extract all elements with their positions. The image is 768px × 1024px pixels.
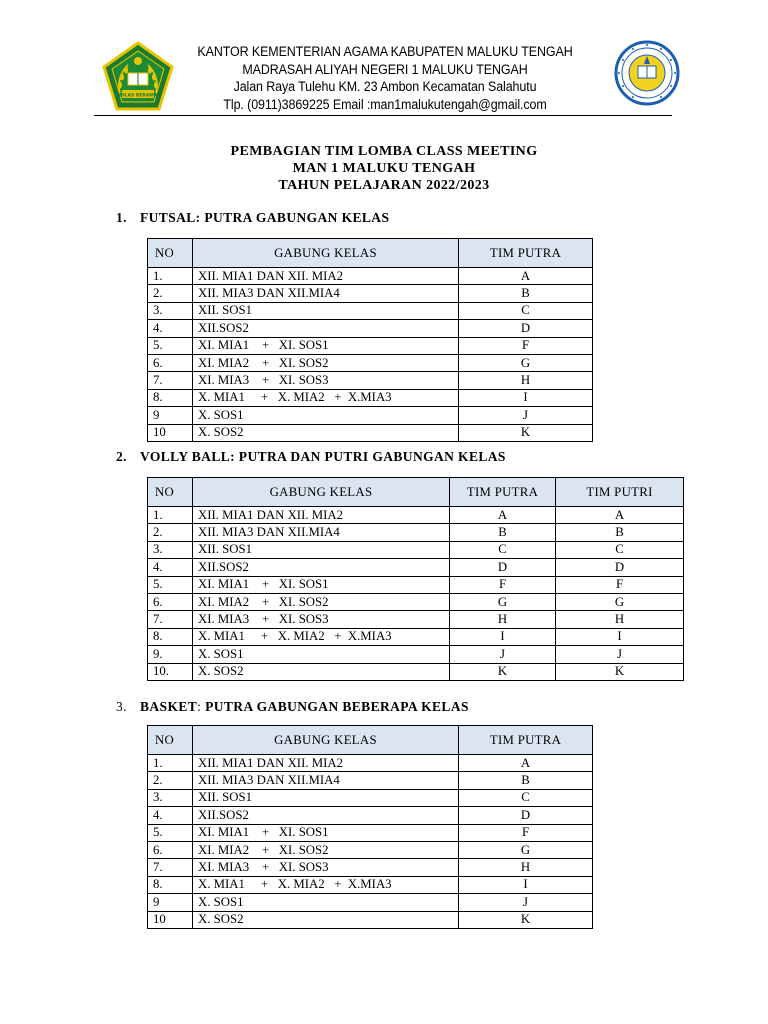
row-number-cell: 7. <box>148 372 193 389</box>
table-row <box>148 755 593 772</box>
class-combination-text: X. SOS1 <box>198 894 244 909</box>
team-cell: I <box>459 389 593 406</box>
table-row <box>148 268 593 285</box>
team-cell: B <box>556 524 684 541</box>
table-row <box>148 337 593 354</box>
table-row <box>148 541 684 558</box>
row-number-cell: 9 <box>148 894 193 911</box>
class-combination-text: XI. MIA3 + XI. SOS3 <box>198 860 329 875</box>
class-combination-cell <box>193 789 459 806</box>
class-combination-text: XI. MIA3 + XI. SOS3 <box>198 612 329 627</box>
class-combination-cell <box>193 755 459 772</box>
table-row <box>148 807 593 824</box>
class-combination-cell <box>193 559 450 576</box>
madrasah-seal-icon <box>614 40 680 106</box>
row-number-cell: 8. <box>148 628 193 645</box>
logo-motto-text: IKHLAS BERAMAL <box>115 93 161 99</box>
column-header: TIM PUTRA <box>459 239 593 268</box>
row-number-cell: 10. <box>148 663 193 680</box>
title-line-1: PEMBAGIAN TIM LOMBA CLASS MEETING <box>230 144 538 159</box>
table-row <box>148 559 684 576</box>
class-combination-text: XII. MIA1 DAN XII. MIA2 <box>198 507 344 522</box>
row-number-cell: 2. <box>148 285 193 302</box>
table-row <box>148 772 593 789</box>
team-cell: I <box>556 628 684 645</box>
table-row <box>148 424 593 441</box>
team-cell: A <box>450 507 556 524</box>
table-row <box>148 302 593 319</box>
class-combination-text: XI. MIA1 + XI. SOS1 <box>198 338 329 353</box>
team-cell: C <box>450 541 556 558</box>
team-cell: F <box>450 576 556 593</box>
class-combination-cell <box>193 841 459 858</box>
class-combination-text: XII.SOS2 <box>198 320 249 335</box>
class-combination-text: XII. MIA1 DAN XII. MIA2 <box>198 755 344 770</box>
class-combination-text: XII. MIA3 DAN XII.MIA4 <box>198 286 340 301</box>
class-combination-text: XI. MIA2 + XI. SOS2 <box>198 594 329 609</box>
row-number-cell: 5. <box>148 576 193 593</box>
column-header: GABUNG KELAS <box>193 239 459 268</box>
class-combination-cell <box>193 646 450 663</box>
team-cell: K <box>459 424 593 441</box>
table-row <box>148 824 593 841</box>
team-cell: G <box>450 593 556 610</box>
class-combination-text: XII.SOS2 <box>198 807 249 822</box>
row-number-cell: 1. <box>148 507 193 524</box>
class-combination-cell <box>193 593 450 610</box>
table-row <box>148 593 684 610</box>
team-cell: F <box>459 824 593 841</box>
class-combination-text: X. SOS2 <box>198 912 244 927</box>
team-cell: H <box>450 611 556 628</box>
row-number-cell: 7. <box>148 611 193 628</box>
column-header: NO <box>148 726 193 755</box>
class-combination-text: X. SOS1 <box>198 646 244 661</box>
section-title: FUTSAL: PUTRA GABUNGAN KELAS <box>140 210 390 225</box>
class-combination-text: XI. MIA2 + XI. SOS2 <box>198 842 329 857</box>
team-cell: D <box>459 807 593 824</box>
row-number-cell: 4. <box>148 559 193 576</box>
class-combination-text: XII. SOS1 <box>198 542 253 557</box>
class-combination-cell <box>193 285 459 302</box>
column-header: GABUNG KELAS <box>193 726 459 755</box>
table-row <box>148 611 684 628</box>
row-number-cell: 5. <box>148 824 193 841</box>
class-combination-cell <box>193 424 459 441</box>
team-cell: C <box>459 789 593 806</box>
team-cell: J <box>459 407 593 424</box>
section-heading-futsal <box>116 210 389 226</box>
team-cell: B <box>459 772 593 789</box>
class-combination-text: XII.SOS2 <box>198 559 249 574</box>
basket-table <box>147 725 593 929</box>
section-title-separator: : <box>197 699 206 714</box>
section-heading-basket <box>116 699 469 715</box>
class-combination-cell <box>193 663 450 680</box>
futsal-table <box>147 238 593 442</box>
class-combination-text: XI. MIA1 + XI. SOS1 <box>198 825 329 840</box>
table-row <box>148 646 684 663</box>
row-number-cell: 3. <box>148 541 193 558</box>
table-row <box>148 876 593 893</box>
column-header: TIM PUTRI <box>556 478 684 507</box>
row-number-cell: 10 <box>148 911 193 928</box>
team-cell: K <box>450 663 556 680</box>
class-combination-cell <box>193 628 450 645</box>
row-number-cell: 8. <box>148 389 193 406</box>
row-number-cell: 9 <box>148 407 193 424</box>
table-row <box>148 320 593 337</box>
class-combination-cell <box>193 859 459 876</box>
table-row <box>148 663 684 680</box>
column-header: TIM PUTRA <box>459 726 593 755</box>
class-combination-text: X. MIA1 + X. MIA2 + X.MIA3 <box>198 629 392 644</box>
class-combination-cell <box>193 824 459 841</box>
team-cell: G <box>556 593 684 610</box>
column-header: NO <box>148 478 193 507</box>
class-combination-cell <box>193 576 450 593</box>
table-row <box>148 894 593 911</box>
team-cell: K <box>556 663 684 680</box>
class-combination-text: XI. MIA2 + XI. SOS2 <box>198 355 329 370</box>
section-title: VOLLY BALL: PUTRA DAN PUTRI GABUNGAN KELAS <box>140 449 506 464</box>
letterhead-line-4: Tlp. (0911)3869225 Email :man1malukutengah@gmail.com <box>223 96 547 112</box>
column-header: GABUNG KELAS <box>193 478 450 507</box>
row-number-cell: 3. <box>148 789 193 806</box>
class-combination-cell <box>193 894 459 911</box>
class-combination-cell <box>193 541 450 558</box>
class-combination-text: X. SOS1 <box>198 407 244 422</box>
table-row <box>148 507 684 524</box>
row-number-cell: 10 <box>148 424 193 441</box>
class-combination-cell <box>193 389 459 406</box>
section-number: 3. <box>116 699 127 714</box>
table-row <box>148 628 684 645</box>
team-cell: J <box>459 894 593 911</box>
title-line-3: TAHUN PELAJARAN 2022/2023 <box>278 178 490 193</box>
table-row <box>148 859 593 876</box>
section-subtitle: PUTRA GABUNGAN BEBERAPA KELAS <box>205 699 469 714</box>
class-combination-text: X. SOS2 <box>198 664 244 679</box>
class-combination-cell <box>193 524 450 541</box>
row-number-cell: 4. <box>148 807 193 824</box>
table-row <box>148 372 593 389</box>
class-combination-cell <box>193 911 459 928</box>
class-combination-cell <box>193 807 459 824</box>
table-header-row <box>148 726 593 755</box>
class-combination-cell <box>193 876 459 893</box>
class-combination-text: XII. MIA3 DAN XII.MIA4 <box>198 525 340 540</box>
column-header: TIM PUTRA <box>450 478 556 507</box>
team-cell: F <box>556 576 684 593</box>
row-number-cell: 6. <box>148 354 193 371</box>
class-combination-text: XII. MIA3 DAN XII.MIA4 <box>198 773 340 788</box>
letterhead-line-2: MADRASAH ALIYAH NEGERI 1 MALUKU TENGAH <box>242 61 528 77</box>
class-combination-text: XI. MIA3 + XI. SOS3 <box>198 373 329 388</box>
team-cell: B <box>450 524 556 541</box>
class-combination-cell <box>193 407 459 424</box>
class-combination-text: X. MIA1 + X. MIA2 + X.MIA3 <box>198 390 392 405</box>
team-cell: H <box>459 372 593 389</box>
team-cell: D <box>450 559 556 576</box>
team-cell: D <box>556 559 684 576</box>
letterhead-line-1: KANTOR KEMENTERIAN AGAMA KABUPATEN MALUKU TENGAH <box>197 44 573 59</box>
team-cell: C <box>459 302 593 319</box>
row-number-cell: 4. <box>148 320 193 337</box>
team-cell: I <box>459 876 593 893</box>
class-combination-cell <box>193 320 459 337</box>
table-row <box>148 841 593 858</box>
section-heading-volleyball <box>116 449 506 465</box>
class-combination-text: X. MIA1 + X. MIA2 + X.MIA3 <box>198 877 392 892</box>
table-row <box>148 911 593 928</box>
section-number: 1. <box>116 210 127 225</box>
table-header-row <box>148 478 684 507</box>
table-row <box>148 285 593 302</box>
class-combination-cell <box>193 772 459 789</box>
letterhead-divider <box>94 115 672 116</box>
team-cell: A <box>556 507 684 524</box>
table-row <box>148 789 593 806</box>
volleyball-table <box>147 477 684 681</box>
team-cell: G <box>459 841 593 858</box>
class-combination-cell <box>193 354 459 371</box>
class-combination-cell <box>193 302 459 319</box>
team-cell: H <box>556 611 684 628</box>
row-number-cell: 3. <box>148 302 193 319</box>
table-header-row <box>148 239 593 268</box>
row-number-cell: 6. <box>148 593 193 610</box>
team-cell: I <box>450 628 556 645</box>
table-row <box>148 576 684 593</box>
row-number-cell: 2. <box>148 524 193 541</box>
class-combination-cell <box>193 611 450 628</box>
table-row <box>148 524 684 541</box>
letterhead-line-3: Jalan Raya Tulehu KM. 23 Ambon Kecamatan Salahutu <box>233 79 537 94</box>
team-cell: H <box>459 859 593 876</box>
team-cell: D <box>459 320 593 337</box>
team-cell: A <box>459 755 593 772</box>
title-line-2: MAN 1 MALUKU TENGAH <box>292 161 476 176</box>
row-number-cell: 1. <box>148 268 193 285</box>
class-combination-text: XI. MIA1 + XI. SOS1 <box>198 577 329 592</box>
team-cell: G <box>459 354 593 371</box>
team-cell: C <box>556 541 684 558</box>
column-header: NO <box>148 239 193 268</box>
team-cell: F <box>459 337 593 354</box>
table-row <box>148 407 593 424</box>
class-combination-cell <box>193 372 459 389</box>
class-combination-text: XII. SOS1 <box>198 790 253 805</box>
team-cell: B <box>459 285 593 302</box>
table-row <box>148 389 593 406</box>
letterhead <box>160 43 610 113</box>
row-number-cell: 8. <box>148 876 193 893</box>
class-combination-text: X. SOS2 <box>198 425 244 440</box>
row-number-cell: 9. <box>148 646 193 663</box>
section-title: BASKET <box>140 699 198 714</box>
class-combination-cell <box>193 337 459 354</box>
row-number-cell: 2. <box>148 772 193 789</box>
row-number-cell: 7. <box>148 859 193 876</box>
team-cell: K <box>459 911 593 928</box>
row-number-cell: 1. <box>148 755 193 772</box>
team-cell: J <box>450 646 556 663</box>
class-combination-cell <box>193 268 459 285</box>
team-cell: J <box>556 646 684 663</box>
class-combination-text: XII. SOS1 <box>198 303 253 318</box>
class-combination-text: XII. MIA1 DAN XII. MIA2 <box>198 268 344 283</box>
row-number-cell: 6. <box>148 841 193 858</box>
document-title <box>0 143 768 194</box>
section-number: 2. <box>116 449 127 464</box>
class-combination-cell <box>193 507 450 524</box>
team-cell: A <box>459 268 593 285</box>
row-number-cell: 5. <box>148 337 193 354</box>
table-row <box>148 354 593 371</box>
